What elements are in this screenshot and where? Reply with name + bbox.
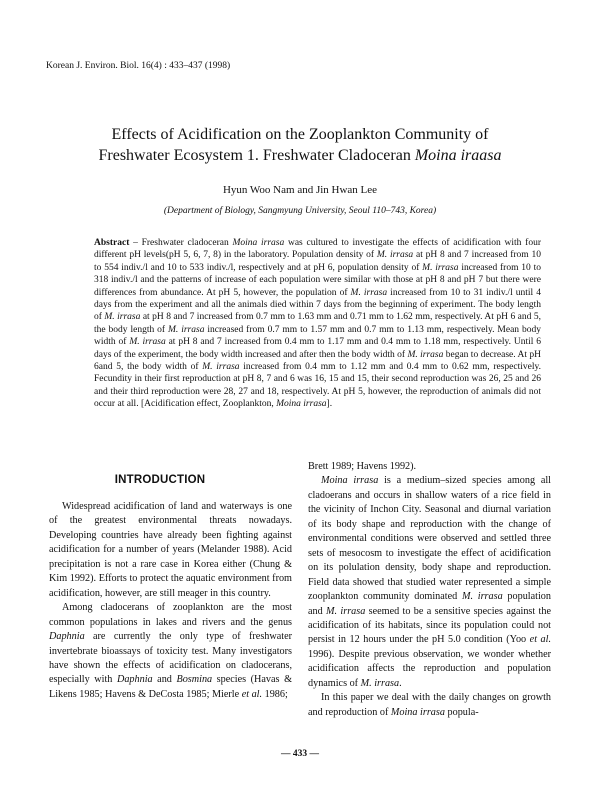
title-species: Moina iraasa xyxy=(414,147,502,164)
species-name: M. irrasa xyxy=(461,591,503,603)
abstract-species: M. irrasa xyxy=(104,312,141,323)
species-name: Moina irrasa xyxy=(321,475,379,487)
paragraph-text: . xyxy=(399,677,402,689)
abstract-species: M. irrasa xyxy=(422,262,459,273)
paragraph-text: and xyxy=(152,674,177,686)
section-heading-introduction: INTRODUCTION xyxy=(114,474,206,486)
abstract-species: M. irrasa xyxy=(407,349,444,360)
abstract-text: at pH 8 and 7 increased from 10 to 554 indiv./l and 10 to 533 indiv./l, respectively and at pH 6, population density of xyxy=(94,250,541,273)
abstract-text: increased from 0.4 mm to 1.12 mm and 0.4 mm to 0.62 mm, respectively. Fecundity in their first reproduction at pH 8, 7 and 6 was 16, 15 and 15, their second reproduction was 26, 25 and 26 and their third reproduction were 28, 27 and 18, respectively. At pH 5, however, the reproduction of animals did not occur at all. [Acidification effect, Zooplankton, xyxy=(94,362,541,410)
journal-reference: Korean J. Environ. Biol. 16(4) : 433–437 (1998) xyxy=(46,61,231,71)
paragraph-text: In this paper we deal with the daily changes on growth and reproduction of xyxy=(308,692,551,718)
title-text: Freshwater Ecosystem 1. Freshwater Cladoceran xyxy=(98,147,415,164)
intro-paragraph-4 xyxy=(308,691,551,720)
genus-name: Bosmina xyxy=(176,674,213,686)
abstract-species: M. irrasa xyxy=(168,324,205,335)
left-column xyxy=(49,500,292,702)
intro-paragraph-2-cont: Brett 1989; Havens 1992). xyxy=(308,461,417,472)
genus-name: Daphnia xyxy=(116,674,153,686)
page-number: — 433 — xyxy=(281,749,319,759)
abstract-text: increased from 10 to 31 indiv./l until 4 days from the experiment and all the animals died within 7 days from the beginning of experiment. The body length of xyxy=(94,287,541,323)
et-al: et al. xyxy=(241,688,263,700)
right-column xyxy=(308,460,551,720)
species-name: Moina irrasa xyxy=(390,706,445,718)
paper-title-line-1: Effects of Acidification on the Zooplankton Community of xyxy=(111,126,489,143)
intro-paragraph-1: Widespread acidification of land and waterways is one of the greatest environmental threats nowadays. Developing countries have already been fighting against acidification for a number of years (Melander 1988). Acid precipitation is not a rare case in Korea either (Chung & Kim 1992). Efforts to protect the aquatic environment from acidification, however, are still meager in this country. xyxy=(49,501,292,599)
paragraph-text: species (Havas & Likens 1985; Havens & DeCosta 1985; Mierle xyxy=(49,674,292,700)
species-name: M. irrasa xyxy=(360,677,400,689)
abstract-label: Abstract xyxy=(94,238,130,248)
abstract-species: M. irrasa xyxy=(202,362,240,373)
authors: Hyun Woo Nam and Jin Hwan Lee xyxy=(222,184,378,196)
abstract-text: began to decrease. At pH 6and 5, the body width of xyxy=(94,349,541,373)
abstract-sep: – xyxy=(129,238,142,248)
genus-name: Daphnia xyxy=(49,631,85,643)
abstract-species: M. irrasa xyxy=(376,250,414,261)
abstract-text: was cultured to investigate the effects of acidification with four different pH levels(pH 5, 6, 7, 8) in the laboratory. Population density of xyxy=(94,238,541,261)
abstract-text: increased from 0.7 mm to 1.57 mm and 0.7 mm to 1.13 mm, respectively. Mean body width of xyxy=(94,324,541,348)
abstract-species: Moina irrasa xyxy=(276,399,327,410)
paragraph-text: 1986; xyxy=(262,688,288,700)
paragraph-text: 1996). Despite previous observation, we wonder whether acidification affects the reproduction and population dynamics of xyxy=(308,648,551,689)
affiliation: (Department of Biology, Sangmyung University, Seoul 110–743, Korea) xyxy=(163,206,437,216)
abstract-text: ]. xyxy=(326,399,333,410)
paragraph-text: population and xyxy=(308,591,551,617)
abstract-species: M. irrasa xyxy=(129,337,166,348)
abstract-species: M. irrasa xyxy=(350,287,388,298)
abstract-species: Moina irrasa xyxy=(232,238,285,248)
paragraph-text: popula- xyxy=(444,706,479,718)
paper-title-line-2 xyxy=(40,145,560,166)
paragraph-text: Among cladocerans of zooplankton are the most common populations in lakes and rivers and the genus xyxy=(49,602,292,628)
paragraph-text: is a medium–sized species among all cladoerans and occurs in shallow waters of a rice field in the vicinity of Inchon City. Seasonal and diurnal variation of its body shape and reproduction with the change of environmental conditions were observed and settled three sets of mesocosm to investigate the effect of acidification on its polulation density, body shape and reproduction. Field data showed that studied water represented a simple zooplankton community dominated xyxy=(308,475,552,603)
paragraph-text: are currently the only type of freshwater invertebrate bioassays of toxicity test. Many investigators have shown the effects of acidification on cladocerans, especially with xyxy=(49,631,292,686)
paragraph-text: seemed to be a sensitive species against the acidification of its habitats, since its population could not persist in 12 hours under the pH 5.0 condition (Yoo xyxy=(308,605,551,646)
abstract xyxy=(94,237,541,411)
abstract-text: at pH 8 and 7 increased from 0.7 mm to 1.63 mm and 0.71 mm to 1.62 mm, respectively. At pH 6 and 5, the body length of xyxy=(94,312,541,335)
intro-paragraph-3 xyxy=(308,474,551,691)
intro-paragraph-2 xyxy=(49,601,292,702)
abstract-text: Freshwater cladoceran xyxy=(141,238,233,248)
species-name: M. irrasa xyxy=(326,605,366,617)
et-al: et al. xyxy=(529,634,552,646)
abstract-text: increased from 10 to 318 indiv./l and the patterns of increase of each population were similar with those at pH 8 and pH 7 but there were differences from abundance. At pH 5, however, the population of xyxy=(94,262,541,298)
abstract-text: at pH 8 and 7 increased from 0.4 mm to 1.17 mm and 0.4 mm to 1.18 mm, respectively. Until 6 days of the experiment, the body width increased and after then the body width of xyxy=(94,337,541,360)
